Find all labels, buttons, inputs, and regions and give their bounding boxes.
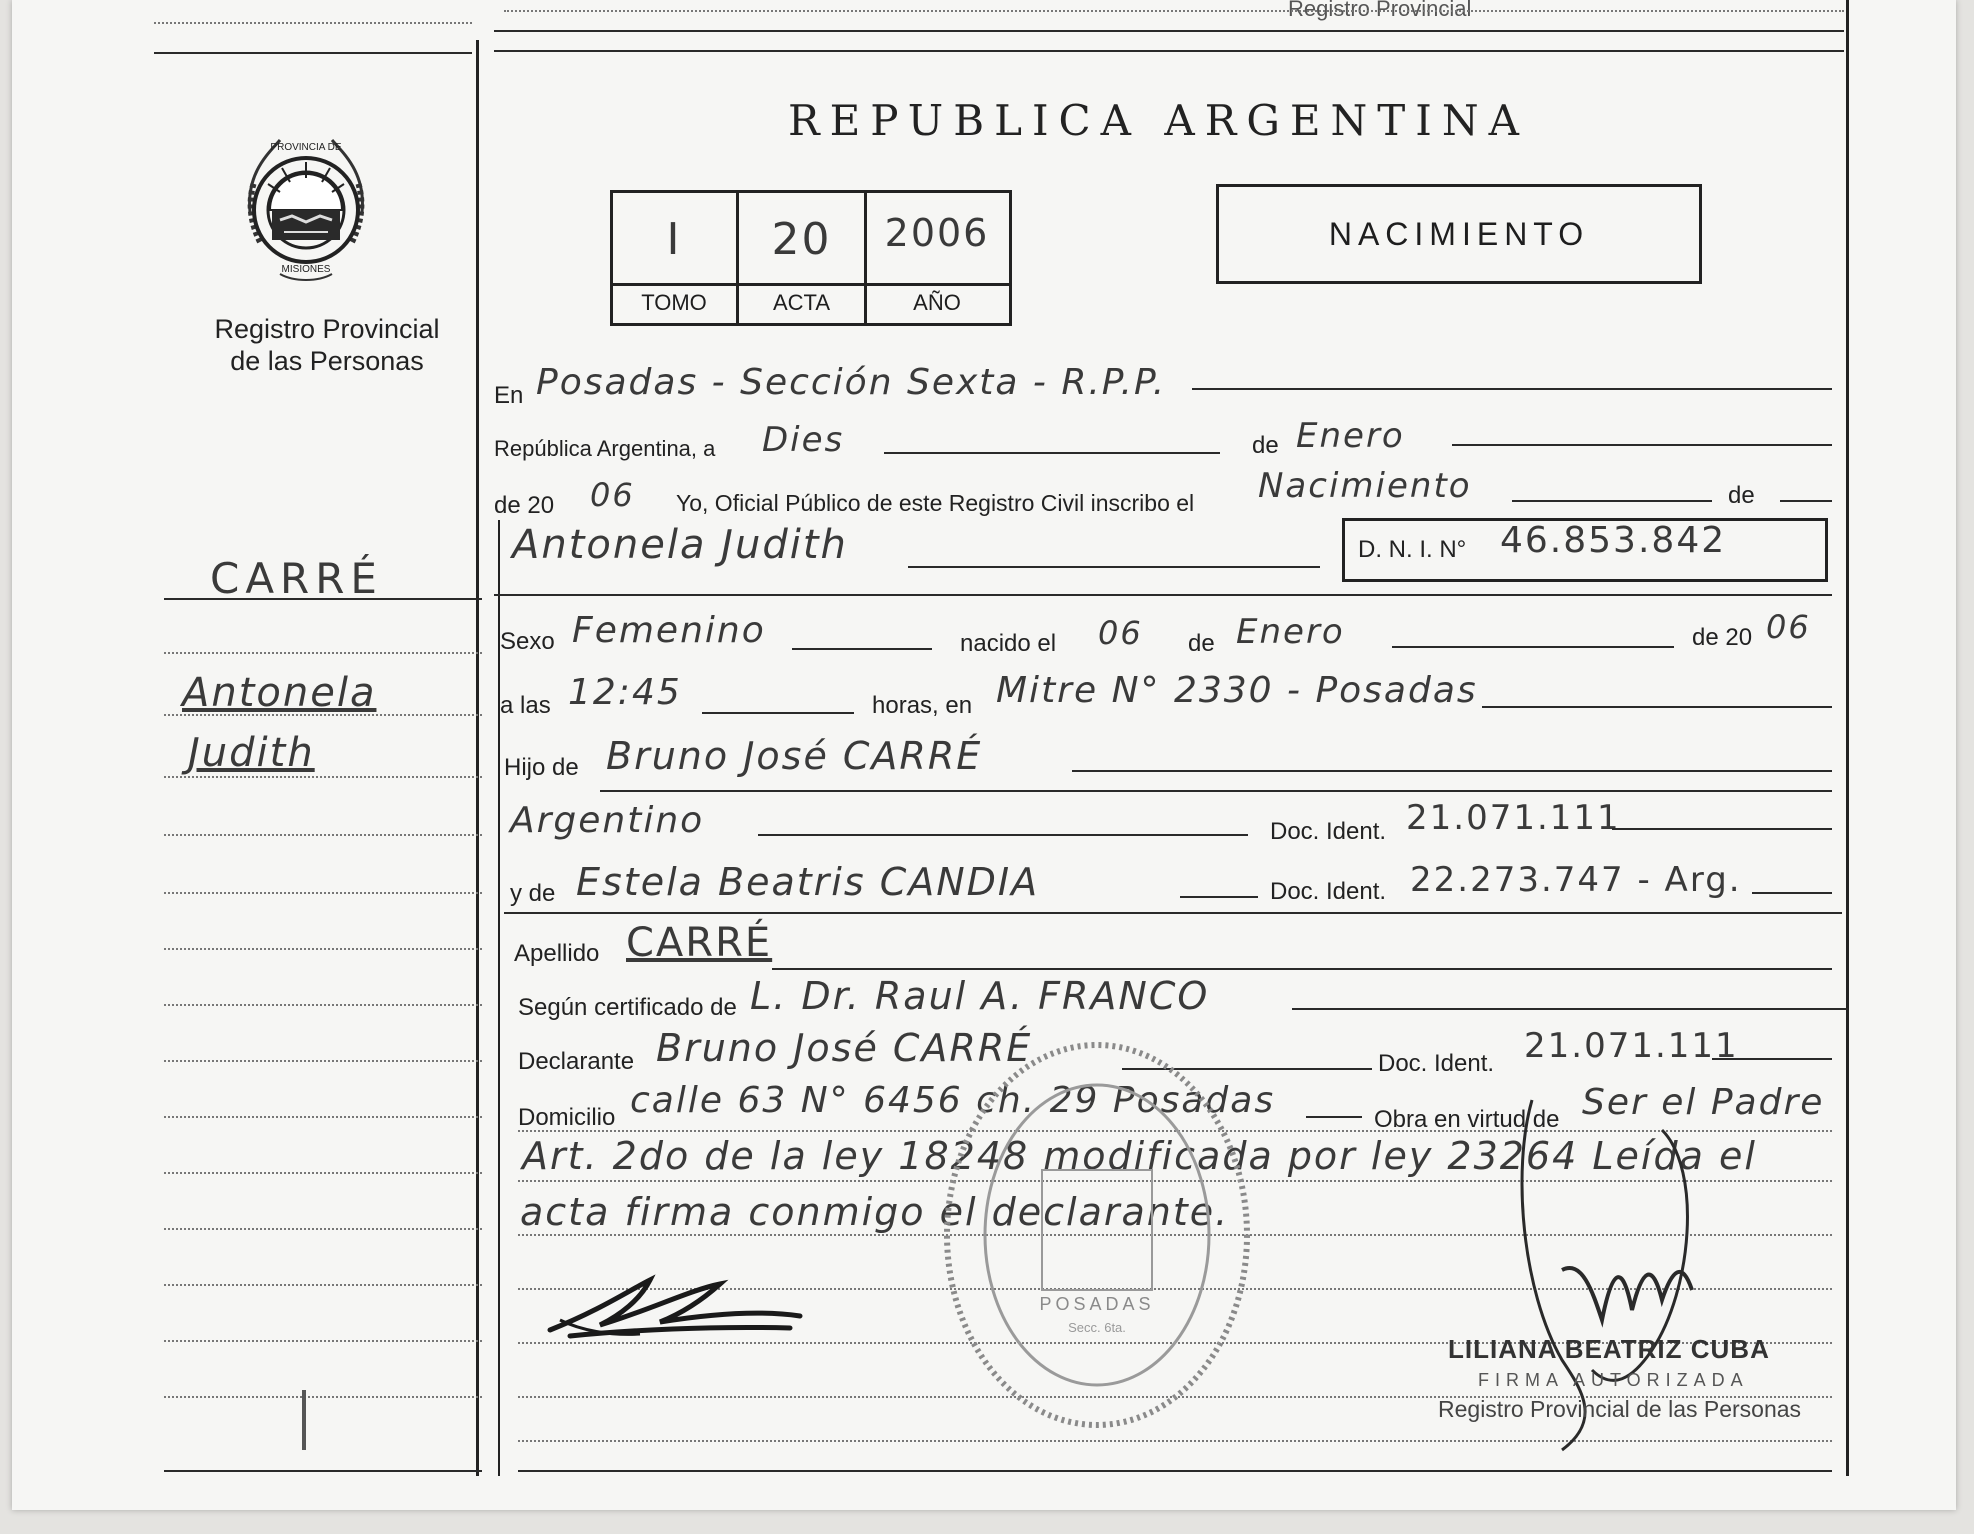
officer-role: FIRMA AUTORIZADA [1478, 1370, 1749, 1390]
margin-dots [164, 776, 482, 778]
dni-value: 46.853.842 [1500, 520, 1727, 561]
margin-name-1: Antonela [182, 670, 377, 716]
nacido-de-label: de [1188, 630, 1215, 657]
alas-label: a las [500, 692, 551, 719]
nacido-label: nacido el [960, 630, 1057, 657]
form-left-border [498, 520, 500, 1476]
en-line [1192, 388, 1832, 390]
margin-dots [164, 834, 482, 836]
margin-surname: CARRÉ [210, 554, 383, 603]
de-label-2: de [1728, 482, 1755, 509]
domicilio-value: calle 63 N° 6456 ch. 29 Posadas [630, 1080, 1276, 1121]
apellido-value: CARRÉ [626, 920, 773, 966]
declarant-signature-icon [540, 1270, 830, 1350]
margin-bottom-rule [164, 1470, 482, 1472]
hijo-label: Hijo de [504, 754, 579, 781]
officer-office: Registro Provincial de las Personas [1438, 1396, 1802, 1422]
section-rule [494, 594, 1832, 596]
segun-label: Según certificado de [518, 994, 737, 1021]
apellido-line [772, 968, 1832, 970]
sexo-value: Femenino [572, 610, 766, 651]
nacido-mes: Enero [1236, 612, 1345, 652]
dni-label: D. N. I. N° [1358, 536, 1467, 563]
mes-line [1452, 444, 1832, 446]
margin-divider [476, 40, 479, 1476]
acta-value: 20 [771, 213, 832, 265]
hora-line [702, 712, 854, 714]
republica-label: República Argentina, a [494, 436, 716, 461]
margin-dots [164, 1172, 482, 1174]
padre-doc: 21.071.111 [1406, 798, 1621, 838]
lugar-line [1482, 706, 1832, 708]
horas-label: horas, en [872, 692, 973, 719]
seal-top-text: PROVINCIA DE [270, 142, 342, 153]
madre-line [1180, 896, 1258, 898]
yo-label: Yo, Oficial Público de este Registro Civil inscribo el [676, 490, 1195, 516]
declarante-doc-line [1712, 1058, 1832, 1060]
form-right-border [1846, 0, 1849, 1476]
margin-dots [164, 1116, 482, 1118]
texto-linea-2: acta firma conmigo el declarante. [520, 1190, 1230, 1234]
tomo-value: I [666, 213, 682, 265]
padre-line [1072, 770, 1832, 772]
official-stamp-icon [932, 1030, 1262, 1440]
margin-dots [164, 948, 482, 950]
record-type-box: NACIMIENTO [1216, 184, 1702, 284]
apellido-label: Apellido [514, 940, 600, 967]
certificado-line [1292, 1008, 1848, 1010]
declarante-value: Bruno José CARRÉ [656, 1026, 1033, 1070]
madre-doc-label: Doc. Ident. [1270, 878, 1387, 905]
de-label: de [1252, 432, 1279, 459]
birth-certificate [12, 0, 1956, 1510]
en-label: En [494, 382, 524, 409]
anio-value: 06 [590, 476, 635, 514]
ano-value: 2006 [884, 211, 990, 255]
tomo-label: TOMO [641, 290, 707, 315]
margin-dots [164, 652, 482, 654]
country-title: REPUBLICA ARGENTINA [788, 96, 1529, 145]
top-registry-text: Registro Provincial [1288, 0, 1472, 21]
margin-dots [164, 1340, 482, 1342]
top-dotted-line [154, 22, 472, 24]
provincial-seal-icon [240, 132, 372, 290]
declarante-doc-label: Doc. Ident. [1378, 1050, 1495, 1077]
lugar-registro: Posadas - Sección Sexta - R.P.P. [536, 362, 1167, 403]
sexo-line [792, 648, 932, 650]
nacido-mes-line [1392, 646, 1674, 648]
margin-name-2: Judith [188, 730, 315, 776]
domicilio-label: Domicilio [518, 1104, 616, 1131]
certificado-value: L. Dr. Raul A. FRANCO [750, 974, 1210, 1018]
madre-nombre: Estela Beatris CANDIA [576, 860, 1040, 904]
lugar-nacimiento: Mitre N° 2330 - Posadas [996, 670, 1478, 711]
domicilio-line [1306, 1116, 1362, 1118]
section-rule-2 [504, 912, 1842, 914]
agency-name-line2: de las Personas [230, 346, 424, 376]
stamp-sub: Secc. 6ta. [1068, 1320, 1126, 1335]
padre-nac-line [758, 834, 1248, 836]
top-rule-2 [494, 50, 1844, 52]
nacido-anio: 06 [1766, 608, 1811, 646]
margin-surname-rule [164, 598, 482, 600]
padre-doc-label: Doc. Ident. [1270, 818, 1387, 845]
stamp-city: POSADAS [1039, 1294, 1155, 1314]
de2-line [1780, 500, 1832, 502]
margin-dots [164, 1284, 482, 1286]
dia-line [884, 452, 1220, 454]
declarante-doc: 21.071.111 [1524, 1026, 1739, 1066]
madre-doc: 22.273.747 - Arg. [1410, 860, 1742, 900]
texto-linea-1: Art. 2do de la ley 18248 modificada por ley 23264 Leída el [522, 1134, 1757, 1178]
declarante-label: Declarante [518, 1048, 635, 1075]
seal-bottom-text: MISIONES [281, 264, 331, 275]
sexo-label: Sexo [500, 628, 555, 655]
ano-label: AÑO [913, 290, 961, 315]
padre-nacionalidad: Argentino [510, 800, 705, 841]
de20-label: de 20 [494, 492, 555, 519]
nacido-dia: 06 [1098, 614, 1143, 652]
inscribo-line [1512, 500, 1712, 502]
yde-label: y de [510, 880, 556, 907]
padre-nombre: Bruno José CARRÉ [606, 734, 983, 778]
margin-dots [164, 1396, 482, 1398]
madre-doc-line [1752, 892, 1832, 894]
padre-doc-line [1612, 828, 1832, 830]
top-left-rule [154, 52, 472, 54]
nacido-de20-label: de 20 [1692, 624, 1753, 651]
nombre-line [908, 566, 1320, 568]
dia-value: Dies [762, 420, 845, 460]
agency-name-line1: Registro Provincial [214, 314, 440, 344]
obra-value: Ser el Padre [1582, 1082, 1825, 1123]
obra-label: Obra en virtud de [1374, 1106, 1560, 1133]
margin-dots [164, 1228, 482, 1230]
margin-dots [164, 1060, 482, 1062]
margin-dots [164, 892, 482, 894]
bottom-rule [518, 1470, 1832, 1472]
margin-dots [164, 1004, 482, 1006]
top-rule [494, 30, 1844, 32]
officer-name: LILIANA BEATRIZ CUBA [1448, 1334, 1770, 1364]
nombre-inscripto: Antonela Judith [512, 522, 848, 568]
acta-label: ACTA [772, 290, 831, 315]
inscribo-value: Nacimiento [1258, 466, 1472, 506]
mes-value: Enero [1296, 416, 1405, 456]
margin-mark [302, 1390, 306, 1450]
margin-dots [164, 714, 482, 716]
top-dotted-line-right [504, 10, 1844, 12]
padre-underline [600, 790, 1832, 792]
hora-value: 12:45 [568, 672, 682, 713]
